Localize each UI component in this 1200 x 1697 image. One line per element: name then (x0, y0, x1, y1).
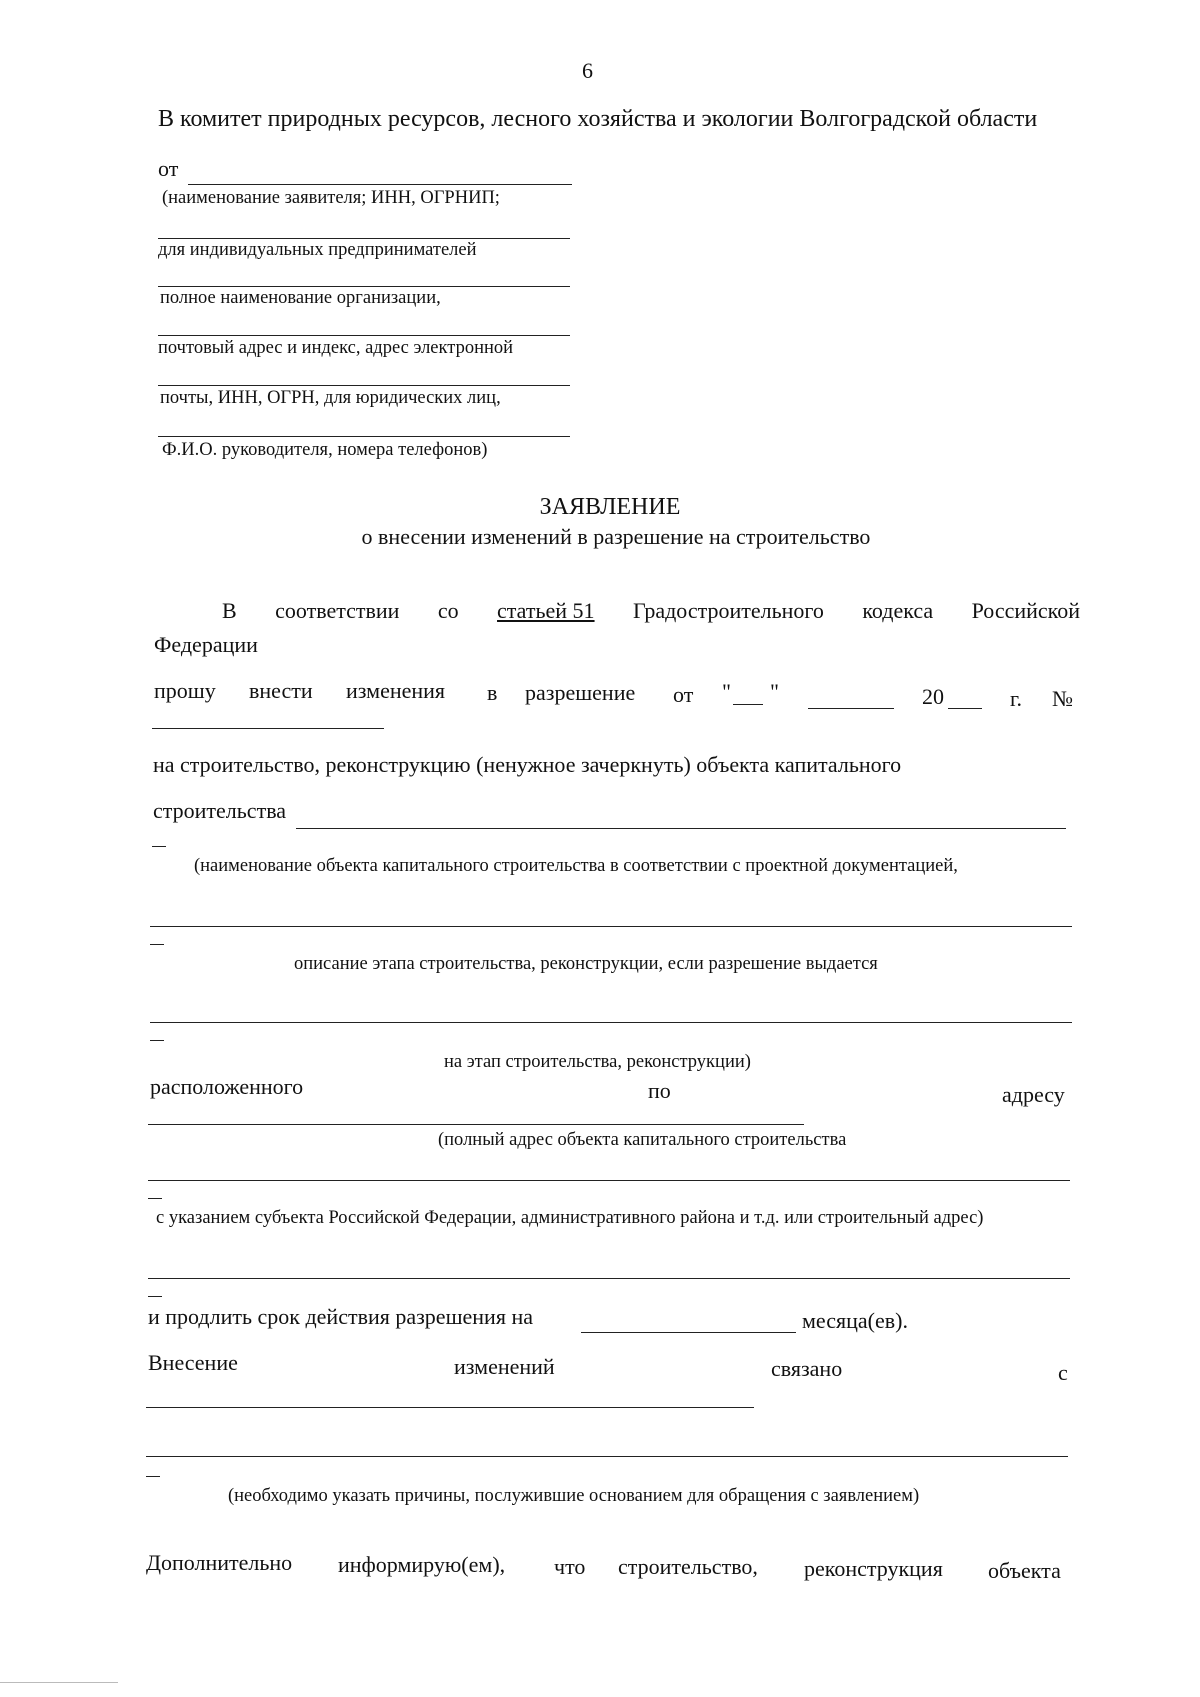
changes-word: изменений (454, 1354, 555, 1379)
applicant-field[interactable] (188, 184, 572, 185)
para-word: кодекса (862, 598, 934, 623)
object-name-field[interactable] (150, 926, 1072, 927)
scan-edge-mark (0, 1682, 118, 1683)
from-prefix: от (158, 156, 179, 181)
request-word: прошу (154, 678, 216, 703)
address-field[interactable] (148, 1124, 804, 1125)
address-field[interactable] (148, 1278, 1070, 1279)
stage-description-field[interactable] (150, 1022, 1072, 1023)
request-word: в (487, 680, 498, 705)
applicant-field[interactable] (158, 335, 570, 336)
para-word: Российской (971, 598, 1080, 623)
permit-year-field[interactable] (948, 708, 982, 709)
hint-object-name: (наименование объекта капитального строительства в соответствии с проектной документацией, (194, 856, 958, 876)
additional-word: объекта (988, 1558, 1061, 1583)
hint-address-full: (полный адрес объекта капитального строительства (438, 1130, 847, 1150)
applicant-hint-1: (наименование заявителя; ИНН, ОГРНИП; (162, 188, 500, 208)
located-word: по (648, 1078, 671, 1103)
line-dash (148, 1296, 162, 1297)
extend-months-field[interactable] (581, 1332, 796, 1333)
line-dash (150, 1040, 164, 1041)
applicant-hint-3: полное наименование организации, (160, 288, 441, 308)
hint-reasons: (необходимо указать причины, послужившие основанием для обращения с заявлением) (228, 1486, 920, 1506)
additional-word: что (554, 1554, 586, 1579)
number-sign: № (1052, 686, 1073, 711)
applicant-hint-2: для индивидуальных предпринимателей (158, 240, 477, 260)
applicant-field[interactable] (158, 238, 570, 239)
additional-word: Дополнительно (146, 1550, 293, 1575)
article-51-link[interactable]: статьей 51 (497, 598, 595, 623)
para-line-2: Федерации (154, 632, 258, 657)
permit-day-field[interactable] (733, 704, 763, 705)
para-word: В (222, 598, 237, 623)
hint-address-detail: с указанием субъекта Российской Федерации, административного района и т.д. или строительный адрес) (156, 1208, 984, 1228)
request-word: изменения (346, 678, 446, 703)
line-dash (150, 944, 164, 945)
reasons-field[interactable] (146, 1456, 1068, 1457)
request-word: внести (249, 678, 313, 703)
permit-number-field[interactable] (152, 728, 384, 729)
paragraph-legal-basis (222, 598, 1080, 624)
changes-word: с (1058, 1360, 1068, 1385)
extend-prefix: и продлить срок действия разрешения на (148, 1304, 533, 1329)
additional-word: информирую(ем), (338, 1552, 506, 1577)
changes-word: связано (771, 1356, 843, 1381)
line-dash (146, 1476, 160, 1477)
located-word: адресу (1002, 1082, 1065, 1107)
located-word: расположенного (150, 1074, 304, 1099)
hint-stage-end: на этап строительства, реконструкции) (444, 1052, 751, 1072)
line-dash (148, 1198, 162, 1199)
applicant-field[interactable] (158, 385, 570, 386)
address-field[interactable] (148, 1180, 1070, 1181)
request-word: от (673, 682, 694, 707)
quote-open: " (722, 679, 731, 704)
additional-word: реконструкция (804, 1556, 943, 1581)
extend-suffix: месяца(ев). (802, 1308, 908, 1333)
para-word: Градостроительного (632, 598, 824, 623)
applicant-hint-6: Ф.И.О. руководителя, номера телефонов) (162, 440, 488, 460)
document-title: ЗАЯВЛЕНИЕ (539, 494, 681, 520)
request-word: разрешение (525, 680, 636, 705)
changes-word: Внесение (148, 1350, 238, 1375)
reasons-field[interactable] (146, 1407, 754, 1408)
applicant-field[interactable] (158, 436, 570, 437)
applicant-hint-5: почты, ИНН, ОГРН, для юридических лиц, (160, 388, 501, 408)
line-dash (152, 846, 166, 847)
applicant-field[interactable] (158, 286, 570, 287)
applicant-hint-4: почтовый адрес и индекс, адрес электронной (158, 338, 514, 358)
construction-label: строительства (153, 798, 287, 823)
document-subtitle: о внесении изменений в разрешение на строительство (361, 524, 871, 549)
para-word: соответствии (275, 598, 400, 623)
addressee: В комитет природных ресурсов, лесного хозяйства и экологии Волгоградской области (158, 106, 1038, 132)
object-name-field[interactable] (296, 828, 1066, 829)
additional-word: строительство, (618, 1554, 758, 1579)
para-word: со (437, 598, 459, 623)
year-prefix: 20 (922, 684, 944, 709)
permit-month-field[interactable] (808, 708, 894, 709)
year-suffix: г. (1010, 686, 1023, 711)
hint-stage-description: описание этапа строительства, реконструкции, если разрешение выдается (294, 954, 878, 974)
construction-line: на строительство, реконструкцию (ненужное зачеркнуть) объекта капитального (153, 752, 902, 777)
quote-close: " (770, 679, 779, 704)
page-number: 6 (582, 58, 593, 83)
